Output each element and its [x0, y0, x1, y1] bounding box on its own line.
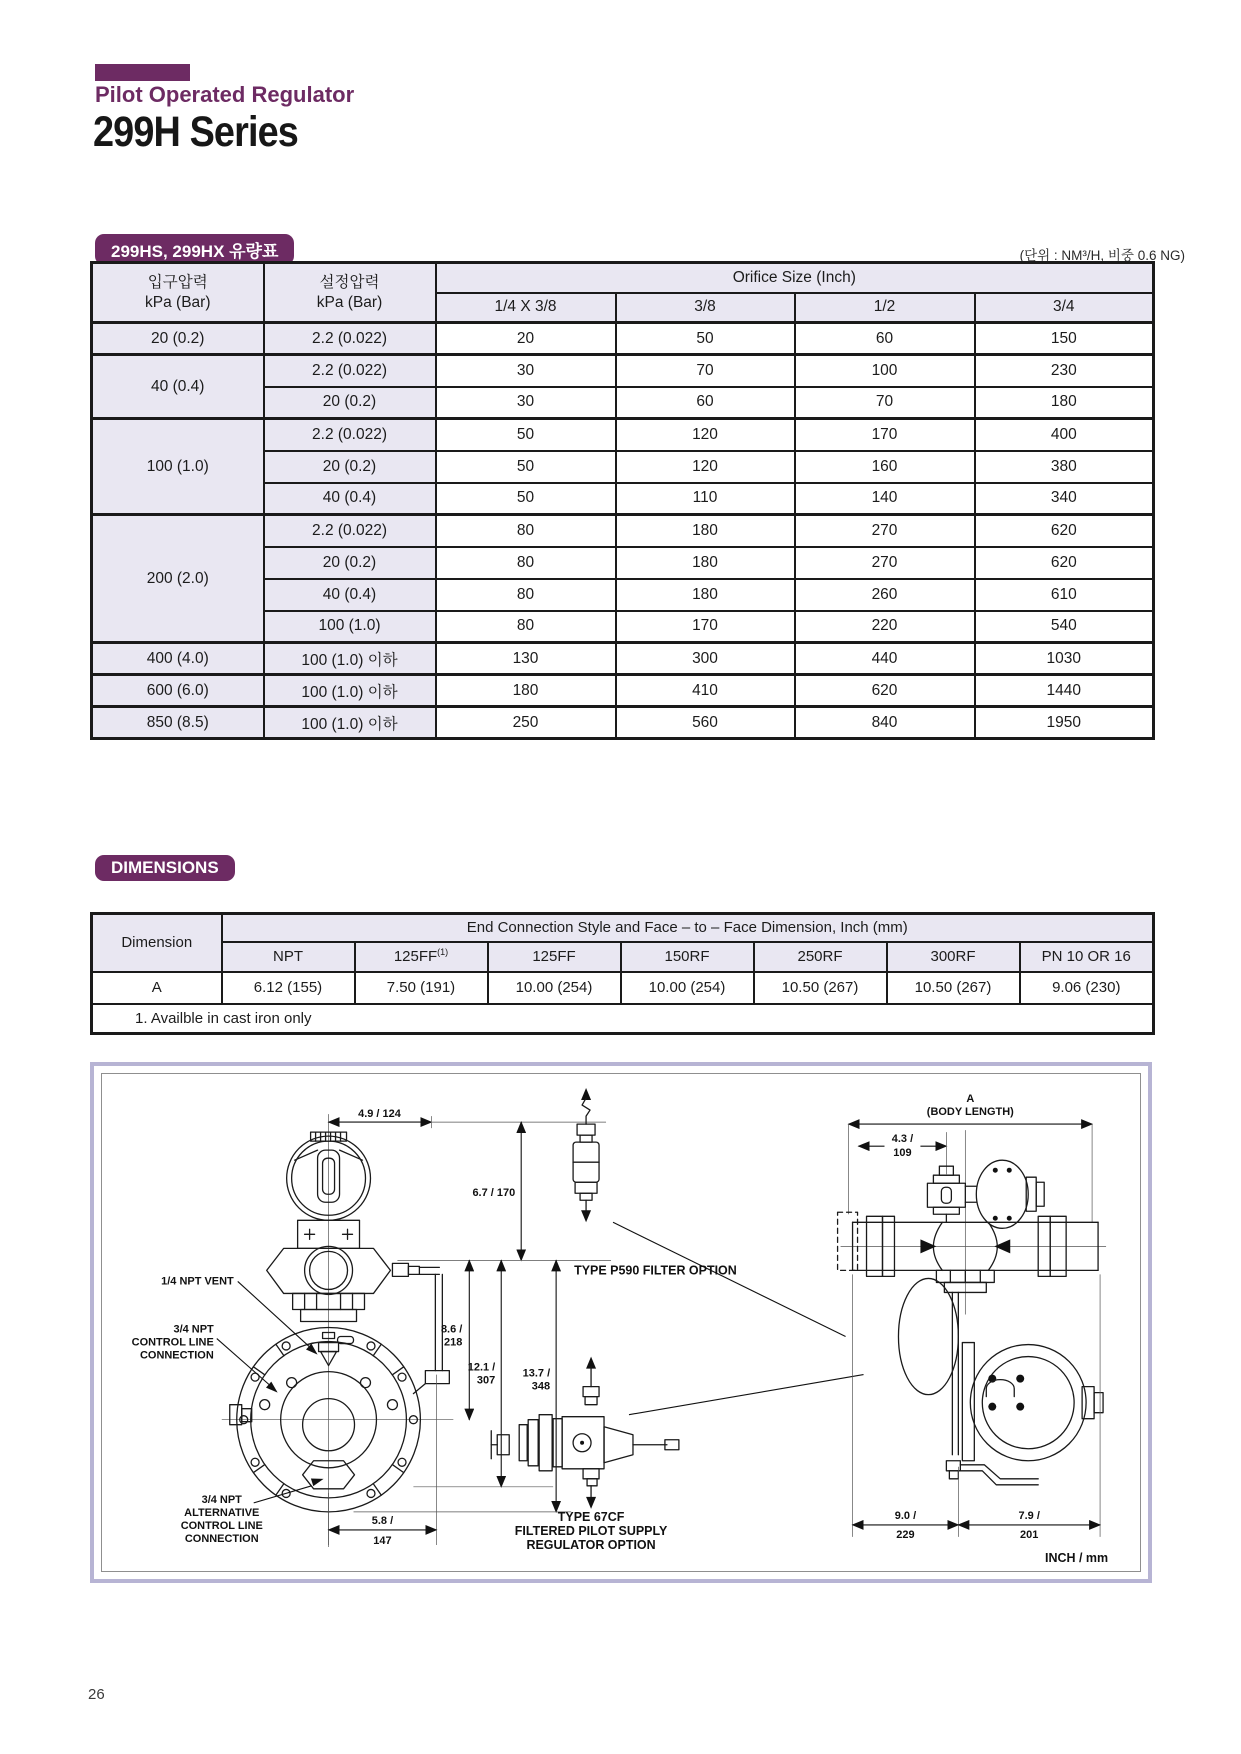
filter-option-drawing [573, 1088, 845, 1337]
flow-cell: 270 [795, 547, 975, 579]
flow-cell: 80 [436, 579, 616, 611]
unit-note: (단위 : NM³/H, 비중 0.6 NG) [1019, 248, 1185, 263]
col-header-set-pressure [264, 263, 436, 323]
flow-cell: 130 [436, 643, 616, 675]
dimensions-table [90, 912, 1155, 1035]
flow-cell: 230 [975, 355, 1154, 387]
flow-cell: 540 [975, 611, 1154, 643]
dim-width-top: 4.9 / 124 [358, 1108, 401, 1121]
set-cell: 20 (0.2) [264, 547, 436, 579]
dim-height-218-l1: 8.6 / [440, 1323, 463, 1336]
vent-label: 1/4 NPT VENT [161, 1275, 234, 1288]
flow-cell: 270 [795, 515, 975, 547]
connection-col [887, 942, 1020, 972]
orifice-size-col: 3/8 [616, 293, 795, 323]
filter-option-label: TYPE P590 FILTER OPTION [574, 1263, 737, 1278]
page-number: 26 [88, 1686, 105, 1703]
inlet-cell: 600 (6.0) [92, 675, 264, 707]
control-line-label-l2: CONTROL LINE [131, 1336, 214, 1349]
flow-cell: 1030 [975, 643, 1154, 675]
table-row [92, 675, 1154, 707]
flow-cell: 170 [795, 419, 975, 451]
flow-cell: 840 [795, 707, 975, 739]
flow-cell: 160 [795, 451, 975, 483]
flow-table-badge: 299HS, 299HX 유량표 [95, 234, 294, 265]
dimension-value: 10.50 (267) [887, 972, 1020, 1004]
flow-cell: 180 [975, 387, 1154, 419]
col-header-inlet-pressure [92, 263, 264, 323]
table-footnote: 1. Availble in cast iron only [92, 1004, 1154, 1034]
flow-cell: 60 [795, 323, 975, 355]
dim-width-229-l2: 229 [896, 1528, 915, 1541]
set-header-korean: 설정압력 [319, 274, 380, 292]
dim-width-147-l1: 5.8 / [371, 1514, 394, 1527]
orifice-size-col: 3/4 [975, 293, 1154, 323]
dim-width-229-l1: 9.0 / [894, 1509, 917, 1522]
flow-cell: 380 [975, 451, 1154, 483]
alt-control-label-l2: ALTERNATIVE [184, 1506, 260, 1519]
flow-cell: 180 [436, 675, 616, 707]
inlet-cell: 200 (2.0) [92, 515, 264, 643]
col-header-orifice-size: Orifice Size (Inch) [436, 263, 1154, 293]
dim-height-170: 6.7 / 170 [472, 1187, 516, 1200]
leader-arrow [311, 1479, 324, 1487]
flow-cell: 180 [616, 579, 795, 611]
pilot-option-label-l1: TYPE 67CF [557, 1509, 625, 1524]
dim-height-307-l2: 307 [476, 1374, 496, 1387]
dim-width-109-l1: 4.3 / [891, 1133, 914, 1146]
dimension-value: 6.12 (155) [222, 972, 355, 1004]
flow-cell: 70 [616, 355, 795, 387]
dim-height-348-l1: 13.7 / [522, 1367, 551, 1380]
flow-cell: 620 [795, 675, 975, 707]
flow-cell: 110 [616, 483, 795, 515]
pilot-option-label-l2: FILTERED PILOT SUPPLY [514, 1523, 668, 1538]
dimension-value: 10.50 (267) [754, 972, 887, 1004]
table-row [92, 323, 1154, 355]
flow-cell: 170 [616, 611, 795, 643]
dim-height-218-l2: 218 [443, 1336, 463, 1349]
flow-cell: 60 [616, 387, 795, 419]
flow-capacity-table [90, 261, 1155, 740]
connection-col [488, 942, 621, 972]
set-cell: 100 (1.0) [264, 611, 436, 643]
flow-cell: 50 [436, 451, 616, 483]
connection-col [621, 942, 754, 972]
set-cell: 2.2 (0.022) [264, 323, 436, 355]
flow-cell: 560 [616, 707, 795, 739]
technical-drawing [102, 1074, 1140, 1571]
dimensions-badge: DIMENSIONS [95, 855, 235, 881]
dim-height-348-l2: 348 [531, 1380, 551, 1393]
drawing-border [101, 1073, 1141, 1572]
dimension-row-label: A [92, 972, 222, 1004]
flow-cell: 220 [795, 611, 975, 643]
inlet-cell: 40 (0.4) [92, 355, 264, 419]
table-row [92, 643, 1154, 675]
flow-cell: 80 [436, 515, 616, 547]
flow-cell: 120 [616, 451, 795, 483]
front-view-labels [132, 1275, 324, 1545]
flow-cell: 610 [975, 579, 1154, 611]
table-row [92, 419, 1154, 451]
body-length-label-l1: A [966, 1093, 975, 1106]
units-label: INCH / mm [1044, 1550, 1109, 1565]
connection-col-label: 125FF [393, 948, 438, 965]
flow-cell: 300 [616, 643, 795, 675]
set-cell: 2.2 (0.022) [264, 515, 436, 547]
flow-cell: 180 [616, 515, 795, 547]
dim-width-201-l1: 7.9 / [1018, 1509, 1040, 1522]
table-row [92, 707, 1154, 739]
dimension-value: 9.06 (230) [1020, 972, 1154, 1004]
pilot-option-label-l3: REGULATOR OPTION [526, 1537, 656, 1552]
flow-cell: 100 [795, 355, 975, 387]
dimension-value: 7.50 (191) [355, 972, 488, 1004]
connection-col [222, 942, 355, 972]
connection-col [754, 942, 887, 972]
product-category: Pilot Operated Regulator [95, 82, 355, 107]
orifice-size-col: 1/2 [795, 293, 975, 323]
table-row [92, 972, 1154, 1004]
flow-cell: 20 [436, 323, 616, 355]
dim-height-307-l1: 12.1 / [467, 1361, 496, 1374]
set-cell: 40 (0.4) [264, 579, 436, 611]
flow-cell: 1440 [975, 675, 1154, 707]
dimension-value: 10.00 (254) [621, 972, 754, 1004]
flow-cell: 30 [436, 387, 616, 419]
flow-cell: 80 [436, 611, 616, 643]
connection-col [355, 942, 488, 972]
flow-cell: 50 [436, 419, 616, 451]
set-cell: 100 (1.0) 이하 [264, 643, 436, 675]
connection-col-label: 300RF [930, 948, 976, 965]
flow-cell: 140 [795, 483, 975, 515]
connection-col-label: NPT [273, 948, 303, 965]
flow-cell: 440 [795, 643, 975, 675]
set-header-unit: kPa (Bar) [316, 293, 383, 311]
dim-width-109-l2: 109 [893, 1147, 912, 1160]
flow-cell: 340 [975, 483, 1154, 515]
alt-control-label-l3: CONTROL LINE [180, 1519, 263, 1532]
flow-cell: 30 [436, 355, 616, 387]
flow-cell: 120 [616, 419, 795, 451]
dim-width-201-l2: 201 [1020, 1528, 1039, 1541]
flow-cell: 70 [795, 387, 975, 419]
front-view-dimensions [329, 1108, 611, 1547]
page-title: 299H Series [93, 108, 298, 156]
control-line-label-l1: 3/4 NPT [173, 1323, 214, 1336]
inlet-cell: 100 (1.0) [92, 419, 264, 515]
flow-cell: 50 [616, 323, 795, 355]
dim-width-147-l2: 147 [373, 1534, 392, 1547]
set-cell: 20 (0.2) [264, 451, 436, 483]
flow-cell: 620 [975, 547, 1154, 579]
connection-col-label: 250RF [797, 948, 843, 965]
side-view-drawing [838, 1093, 1108, 1565]
set-cell: 100 (1.0) 이하 [264, 707, 436, 739]
table-row [92, 355, 1154, 387]
inlet-cell: 20 (0.2) [92, 323, 264, 355]
set-cell: 40 (0.4) [264, 483, 436, 515]
connection-col-label: 125FF [532, 948, 576, 965]
footnote-marker: (1) [437, 947, 449, 957]
flow-cell: 80 [436, 547, 616, 579]
connection-col-label: 150RF [664, 948, 710, 965]
dimension-drawing-panel [90, 1062, 1152, 1583]
flow-cell: 50 [436, 483, 616, 515]
accent-bar [95, 64, 190, 81]
flow-cell: 150 [975, 323, 1154, 355]
flow-cell: 620 [975, 515, 1154, 547]
inlet-cell: 400 (4.0) [92, 643, 264, 675]
body-length-label-l2: (BODY LENGTH) [926, 1106, 1014, 1119]
alt-control-label-l4: CONNECTION [184, 1532, 259, 1545]
table-row [92, 1004, 1154, 1034]
dimension-value: 10.00 (254) [488, 972, 621, 1004]
flow-cell: 250 [436, 707, 616, 739]
set-cell: 2.2 (0.022) [264, 419, 436, 451]
flow-cell: 260 [795, 579, 975, 611]
orifice-size-col: 1/4 X 3/8 [436, 293, 616, 323]
set-cell: 20 (0.2) [264, 387, 436, 419]
flow-cell: 410 [616, 675, 795, 707]
front-view-drawing [222, 1114, 454, 1547]
control-line-label-l3: CONNECTION [139, 1349, 214, 1362]
connection-col [1020, 942, 1154, 972]
end-connection-header: End Connection Style and Face – to – Face Dimension, Inch (mm) [222, 914, 1154, 942]
inlet-header-unit: kPa (Bar) [145, 293, 211, 311]
inlet-header-korean: 입구압력 [147, 274, 208, 292]
flow-cell: 400 [975, 419, 1154, 451]
table-row [92, 515, 1154, 547]
inlet-cell: 850 (8.5) [92, 707, 264, 739]
connection-col-label: PN 10 OR 16 [1041, 948, 1131, 965]
dimension-corner-header: Dimension [92, 914, 222, 972]
alt-control-label-l1: 3/4 NPT [201, 1493, 242, 1506]
set-cell: 100 (1.0) 이하 [264, 675, 436, 707]
flow-cell: 1950 [975, 707, 1154, 739]
flow-cell: 180 [616, 547, 795, 579]
set-cell: 2.2 (0.022) [264, 355, 436, 387]
